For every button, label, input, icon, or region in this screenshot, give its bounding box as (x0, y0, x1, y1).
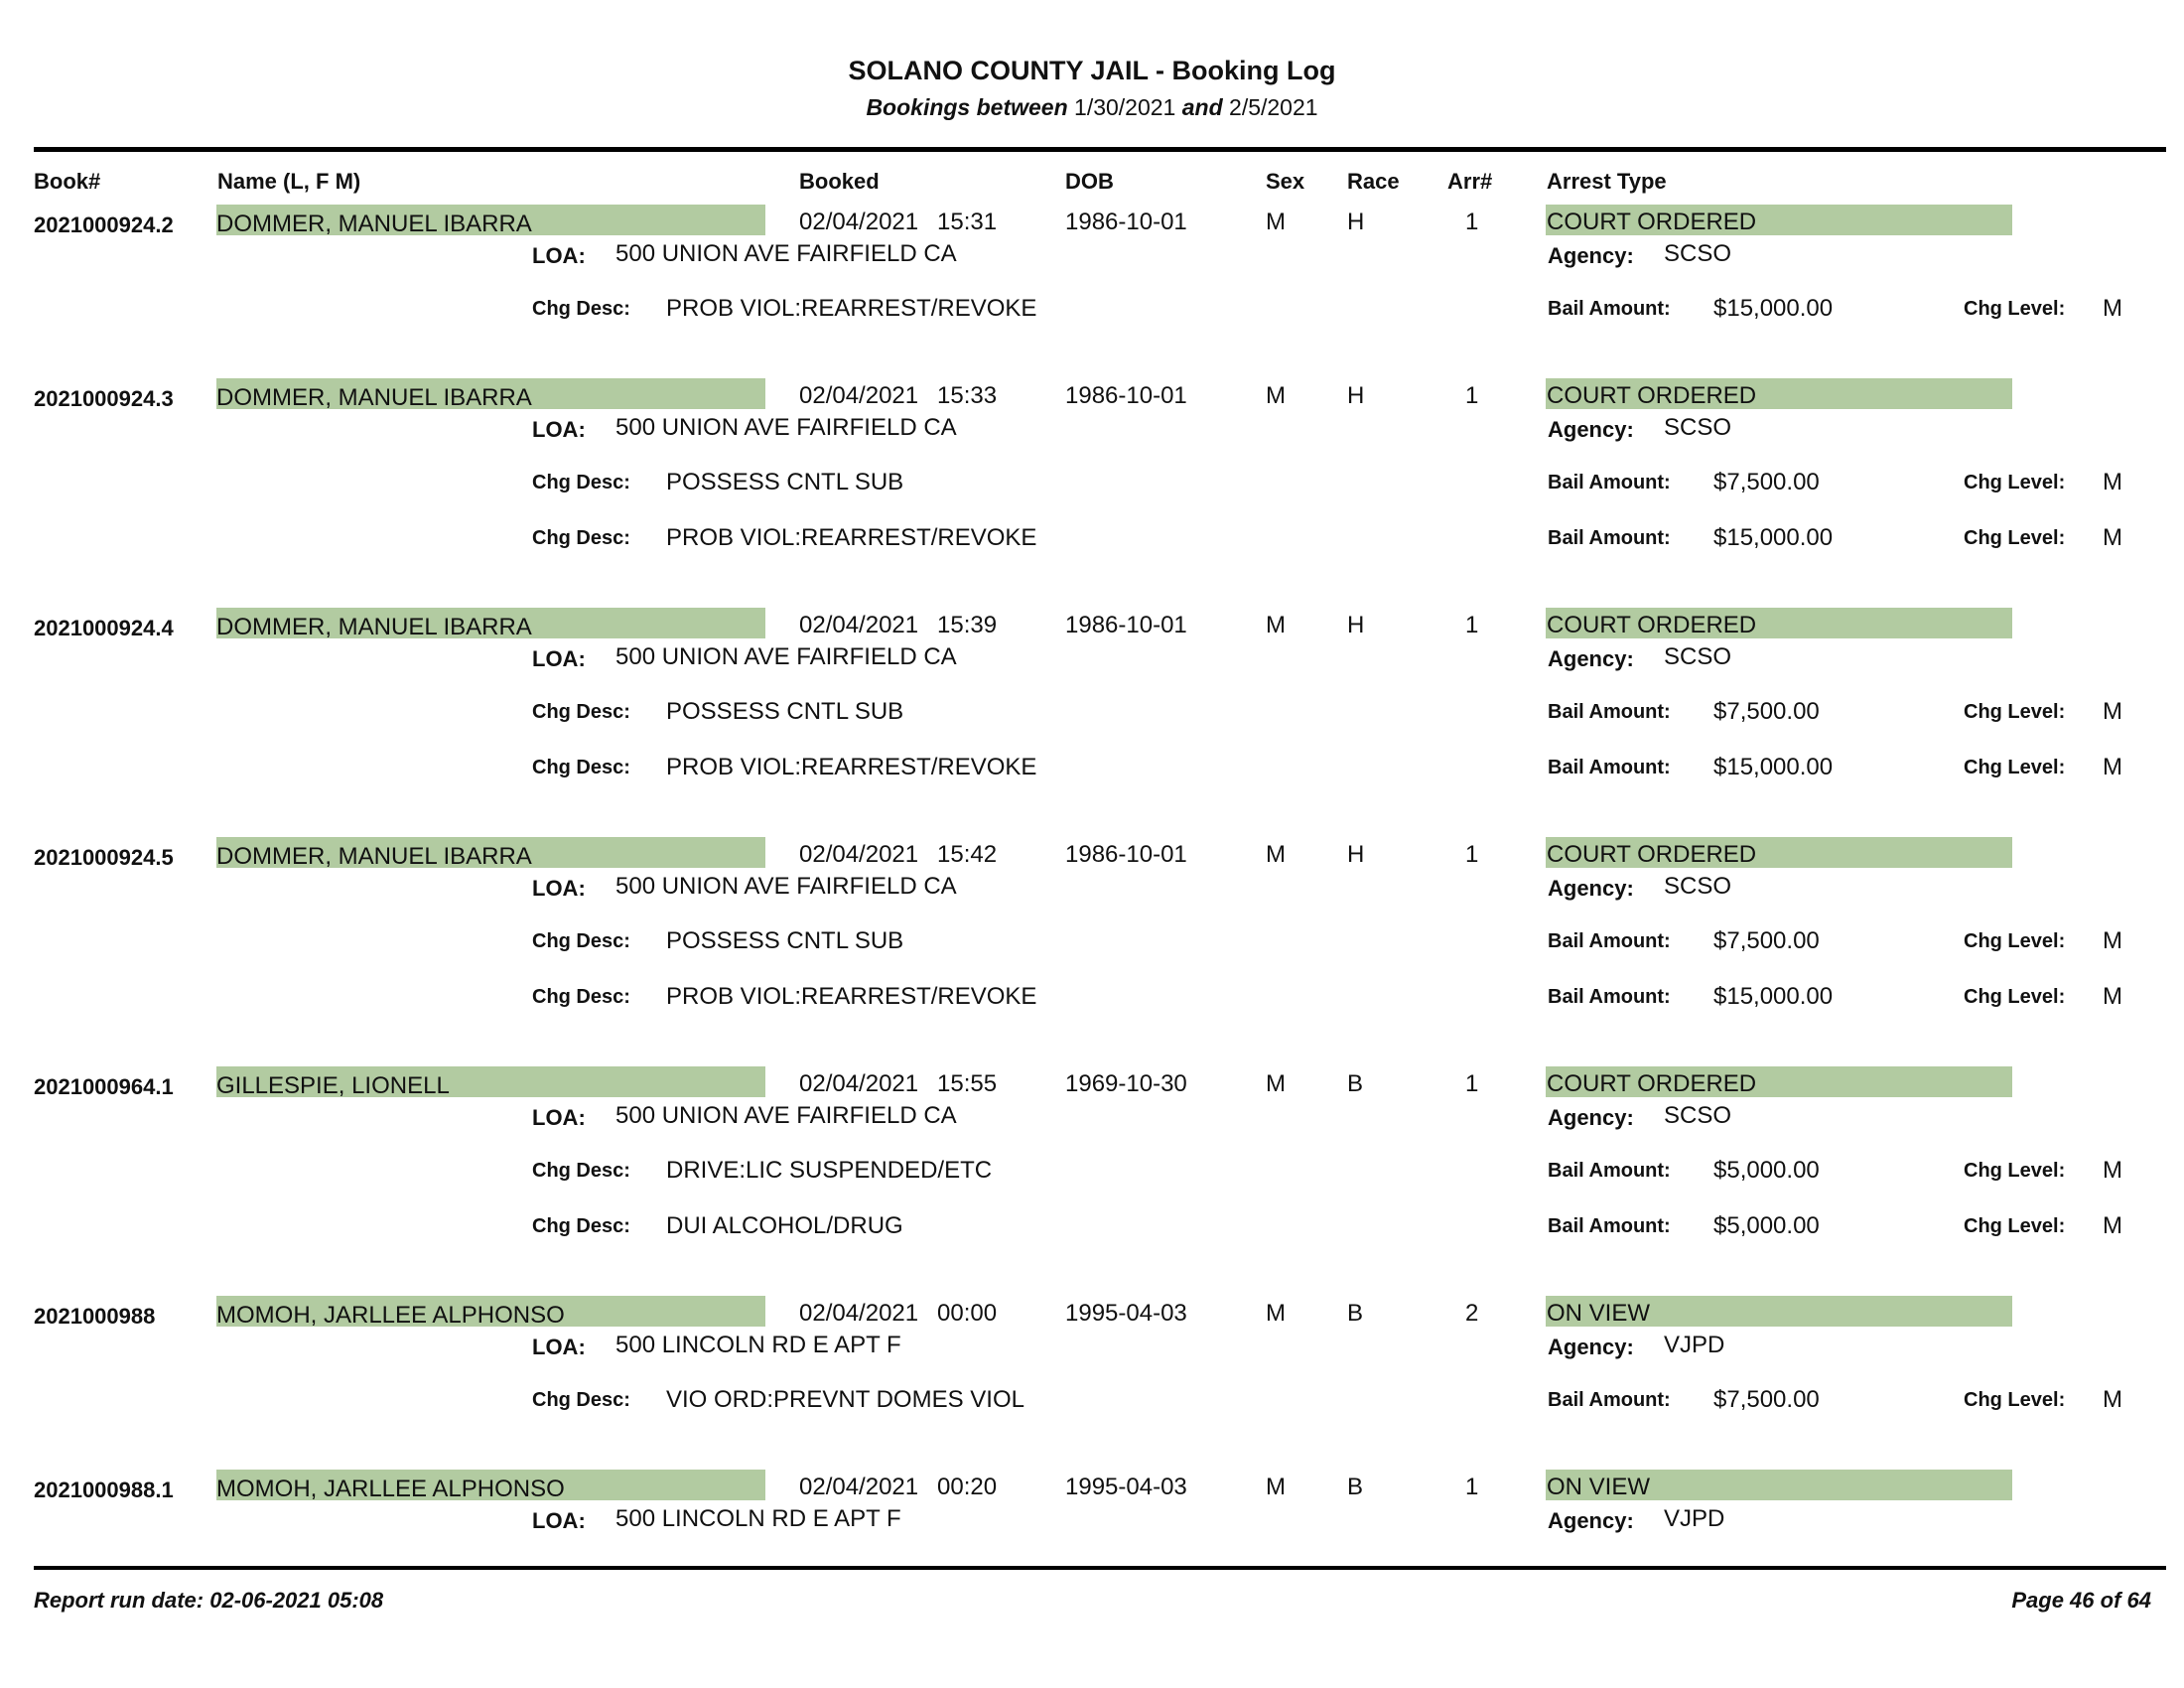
chg-level-value: M (2103, 698, 2122, 725)
report-run-date: Report run date: 02-06-2021 05:08 (34, 1588, 384, 1613)
booked-time: 15:31 (937, 209, 998, 235)
bail-amount-label: Bail Amount: (1548, 1389, 1671, 1411)
date-from: 1/30/2021 (1074, 94, 1176, 120)
col-book: Book# (34, 169, 101, 194)
race-value: B (1347, 1070, 1364, 1097)
col-race: Race (1347, 169, 1400, 194)
arrest-type: COURT ORDERED (1547, 209, 1757, 235)
header-rule (34, 147, 2166, 152)
sex-value: M (1266, 209, 1286, 235)
booked-date: 02/04/2021 (799, 1070, 919, 1097)
bail-amount-value: $15,000.00 (1713, 295, 1834, 322)
bail-amount-value: $7,500.00 (1713, 1386, 1820, 1413)
agency-value: VJPD (1664, 1505, 1725, 1532)
chg-level-label: Chg Level: (1964, 472, 2066, 493)
footer-rule (34, 1566, 2166, 1570)
arr-value: 2 (1465, 1300, 1479, 1327)
chg-desc-value: PROB VIOL:REARREST/REVOKE (666, 754, 1037, 780)
chg-level-label: Chg Level: (1964, 1160, 2066, 1182)
chg-desc-label: Chg Desc: (532, 1160, 630, 1182)
arr-value: 1 (1465, 841, 1479, 868)
booked-time: 15:42 (937, 841, 998, 868)
col-sex: Sex (1266, 169, 1305, 194)
agency-label: Agency: (1548, 417, 1634, 442)
chg-level-value: M (2103, 524, 2122, 551)
agency-label: Agency: (1548, 1105, 1634, 1130)
chg-desc-label: Chg Desc: (532, 298, 630, 320)
chg-level-label: Chg Level: (1964, 757, 2066, 778)
bail-amount-value: $7,500.00 (1713, 469, 1820, 495)
race-value: H (1347, 382, 1365, 409)
loa-label: LOA: (532, 1105, 586, 1130)
chg-desc-value: POSSESS CNTL SUB (666, 469, 904, 495)
booked-date: 02/04/2021 (799, 612, 919, 638)
bail-amount-label: Bail Amount: (1548, 757, 1671, 778)
loa-value: 500 UNION AVE FAIRFIELD CA (615, 414, 957, 441)
booked-time: 15:33 (937, 382, 998, 409)
dob-value: 1986-10-01 (1065, 209, 1187, 235)
bail-amount-label: Bail Amount: (1548, 986, 1671, 1008)
chg-desc-label: Chg Desc: (532, 472, 630, 493)
booked-date: 02/04/2021 (799, 209, 919, 235)
sex-value: M (1266, 382, 1286, 409)
subtitle-prefix: Bookings between (866, 94, 1068, 120)
race-value: H (1347, 612, 1365, 638)
chg-level-value: M (2103, 1386, 2122, 1413)
book-number: 2021000924.4 (34, 616, 174, 640)
loa-value: 500 LINCOLN RD E APT F (615, 1332, 901, 1358)
chg-desc-value: DRIVE:LIC SUSPENDED/ETC (666, 1157, 993, 1184)
agency-label: Agency: (1548, 1335, 1634, 1359)
bail-amount-label: Bail Amount: (1548, 472, 1671, 493)
chg-level-label: Chg Level: (1964, 930, 2066, 952)
chg-level-value: M (2103, 1212, 2122, 1239)
inmate-name: DOMMER, MANUEL IBARRA (216, 843, 532, 870)
report-title: SOLANO COUNTY JAIL - Booking Log (848, 56, 1336, 85)
dob-value: 1995-04-03 (1065, 1474, 1187, 1500)
chg-level-label: Chg Level: (1964, 527, 2066, 549)
agency-label: Agency: (1548, 876, 1634, 901)
race-value: B (1347, 1300, 1364, 1327)
bail-amount-value: $5,000.00 (1713, 1212, 1820, 1239)
arrest-type: COURT ORDERED (1547, 1070, 1757, 1097)
chg-level-label: Chg Level: (1964, 701, 2066, 723)
chg-desc-value: PROB VIOL:REARREST/REVOKE (666, 983, 1037, 1010)
loa-value: 500 UNION AVE FAIRFIELD CA (615, 643, 957, 670)
booked-time: 00:00 (937, 1300, 998, 1327)
sex-value: M (1266, 1300, 1286, 1327)
bail-amount-value: $15,000.00 (1713, 524, 1834, 551)
chg-level-label: Chg Level: (1964, 1215, 2066, 1237)
loa-value: 500 UNION AVE FAIRFIELD CA (615, 873, 957, 900)
col-arr: Arr# (1447, 169, 1493, 194)
bail-amount-value: $15,000.00 (1713, 754, 1834, 780)
bail-amount-value: $5,000.00 (1713, 1157, 1820, 1184)
bail-amount-label: Bail Amount: (1548, 527, 1671, 549)
chg-desc-label: Chg Desc: (532, 930, 630, 952)
bail-amount-label: Bail Amount: (1548, 1215, 1671, 1237)
arr-value: 1 (1465, 612, 1479, 638)
report-subtitle (0, 94, 2184, 121)
inmate-name: MOMOH, JARLLEE ALPHONSO (216, 1302, 565, 1329)
loa-label: LOA: (532, 876, 586, 901)
race-value: B (1347, 1474, 1364, 1500)
chg-desc-value: VIO ORD:PREVNT DOMES VIOL (666, 1386, 1024, 1413)
arrest-type: COURT ORDERED (1547, 612, 1757, 638)
chg-level-value: M (2103, 1157, 2122, 1184)
loa-label: LOA: (532, 1335, 586, 1359)
inmate-name: DOMMER, MANUEL IBARRA (216, 614, 532, 640)
book-number: 2021000988.1 (34, 1477, 174, 1502)
bail-amount-value: $7,500.00 (1713, 927, 1820, 954)
chg-desc-label: Chg Desc: (532, 757, 630, 778)
bail-amount-value: $15,000.00 (1713, 983, 1834, 1010)
chg-desc-label: Chg Desc: (532, 701, 630, 723)
sex-value: M (1266, 1070, 1286, 1097)
chg-level-value: M (2103, 754, 2122, 780)
loa-label: LOA: (532, 1508, 586, 1533)
chg-level-value: M (2103, 469, 2122, 495)
col-name: Name (L, F M) (217, 169, 361, 194)
arr-value: 1 (1465, 382, 1479, 409)
booked-date: 02/04/2021 (799, 841, 919, 868)
arrest-type: COURT ORDERED (1547, 382, 1757, 409)
booked-date: 02/04/2021 (799, 1474, 919, 1500)
chg-level-value: M (2103, 927, 2122, 954)
inmate-name: DOMMER, MANUEL IBARRA (216, 211, 532, 237)
inmate-name: DOMMER, MANUEL IBARRA (216, 384, 532, 411)
page-number: Page 46 of 64 (2011, 1588, 2151, 1613)
dob-value: 1986-10-01 (1065, 841, 1187, 868)
booked-date: 02/04/2021 (799, 382, 919, 409)
agency-label: Agency: (1548, 646, 1634, 671)
booked-time: 15:55 (937, 1070, 998, 1097)
chg-level-value: M (2103, 295, 2122, 322)
bail-amount-label: Bail Amount: (1548, 298, 1671, 320)
agency-value: SCSO (1664, 240, 1732, 267)
chg-level-label: Chg Level: (1964, 1389, 2066, 1411)
booked-time: 00:20 (937, 1474, 998, 1500)
arrest-type: ON VIEW (1547, 1474, 1651, 1500)
bail-amount-label: Bail Amount: (1548, 1160, 1671, 1182)
loa-label: LOA: (532, 646, 586, 671)
dob-value: 1986-10-01 (1065, 612, 1187, 638)
book-number: 2021000924.2 (34, 212, 174, 237)
chg-desc-label: Chg Desc: (532, 1215, 630, 1237)
inmate-name: GILLESPIE, LIONELL (216, 1072, 450, 1099)
booked-date: 02/04/2021 (799, 1300, 919, 1327)
col-booked: Booked (799, 169, 880, 194)
booked-time: 15:39 (937, 612, 998, 638)
book-number: 2021000964.1 (34, 1074, 174, 1099)
agency-value: SCSO (1664, 873, 1732, 900)
loa-value: 500 LINCOLN RD E APT F (615, 1505, 901, 1532)
sex-value: M (1266, 841, 1286, 868)
dob-value: 1986-10-01 (1065, 382, 1187, 409)
race-value: H (1347, 209, 1365, 235)
bail-amount-value: $7,500.00 (1713, 698, 1820, 725)
arr-value: 1 (1465, 209, 1479, 235)
date-to: 2/5/2021 (1229, 94, 1318, 120)
chg-desc-value: DUI ALCOHOL/DRUG (666, 1212, 903, 1239)
agency-value: SCSO (1664, 643, 1732, 670)
loa-label: LOA: (532, 243, 586, 268)
agency-label: Agency: (1548, 1508, 1634, 1533)
dob-value: 1995-04-03 (1065, 1300, 1187, 1327)
agency-value: SCSO (1664, 414, 1732, 441)
bail-amount-label: Bail Amount: (1548, 701, 1671, 723)
bail-amount-label: Bail Amount: (1548, 930, 1671, 952)
chg-desc-label: Chg Desc: (532, 1389, 630, 1411)
sex-value: M (1266, 1474, 1286, 1500)
col-dob: DOB (1065, 169, 1114, 194)
chg-desc-value: PROB VIOL:REARREST/REVOKE (666, 295, 1037, 322)
arrest-type: COURT ORDERED (1547, 841, 1757, 868)
chg-level-value: M (2103, 983, 2122, 1010)
agency-value: VJPD (1664, 1332, 1725, 1358)
loa-value: 500 UNION AVE FAIRFIELD CA (615, 1102, 957, 1129)
loa-label: LOA: (532, 417, 586, 442)
book-number: 2021000988 (34, 1304, 156, 1329)
chg-desc-label: Chg Desc: (532, 527, 630, 549)
chg-desc-value: POSSESS CNTL SUB (666, 927, 904, 954)
sex-value: M (1266, 612, 1286, 638)
arr-value: 1 (1465, 1474, 1479, 1500)
arr-value: 1 (1465, 1070, 1479, 1097)
arrest-type: ON VIEW (1547, 1300, 1651, 1327)
chg-desc-value: POSSESS CNTL SUB (666, 698, 904, 725)
book-number: 2021000924.3 (34, 386, 174, 411)
race-value: H (1347, 841, 1365, 868)
inmate-name: MOMOH, JARLLEE ALPHONSO (216, 1476, 565, 1502)
loa-value: 500 UNION AVE FAIRFIELD CA (615, 240, 957, 267)
chg-desc-value: PROB VIOL:REARREST/REVOKE (666, 524, 1037, 551)
agency-label: Agency: (1548, 243, 1634, 268)
subtitle-and: and (1181, 94, 1223, 120)
chg-level-label: Chg Level: (1964, 298, 2066, 320)
col-arrest-type: Arrest Type (1547, 169, 1667, 194)
agency-value: SCSO (1664, 1102, 1732, 1129)
chg-level-label: Chg Level: (1964, 986, 2066, 1008)
book-number: 2021000924.5 (34, 845, 174, 870)
chg-desc-label: Chg Desc: (532, 986, 630, 1008)
dob-value: 1969-10-30 (1065, 1070, 1187, 1097)
